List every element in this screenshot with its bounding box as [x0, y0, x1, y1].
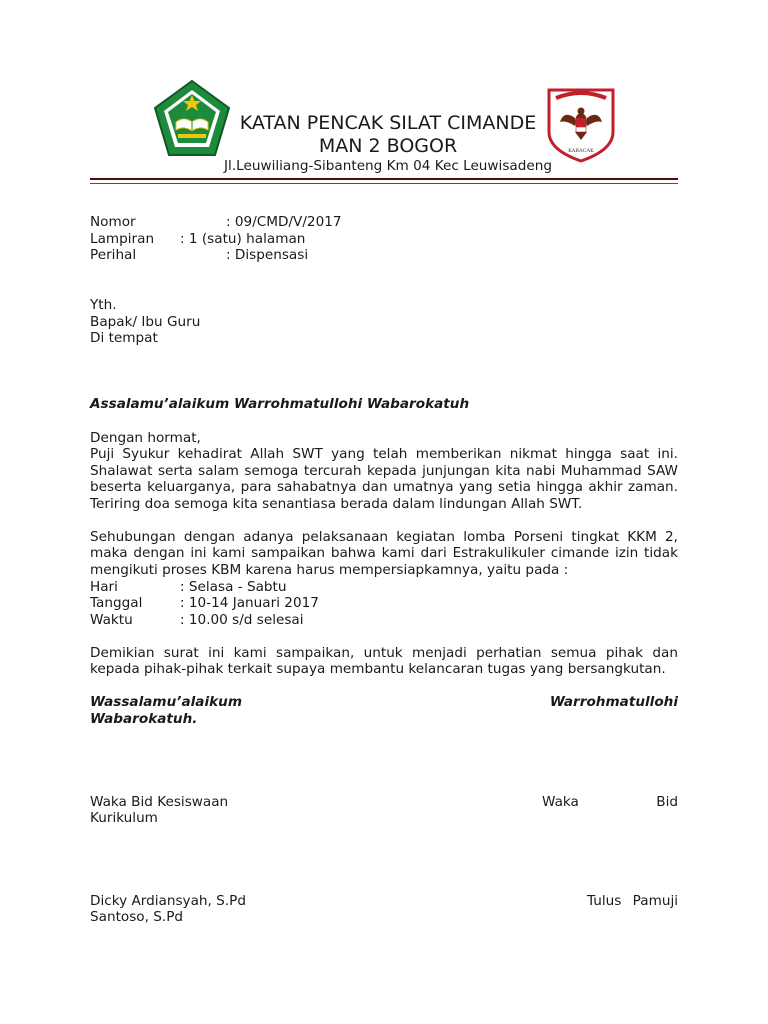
waktu-label: Waktu — [90, 612, 133, 628]
org-address: Jl.Leuwiliang-Sibanteng Km 04 Kec Leuwisadeng — [224, 158, 552, 174]
para2-line1: Sehubungan dengan adanya pelaksanaan kegiatan lomba Porseni tingkat KKM 2, — [90, 529, 678, 545]
org-name-line1: KATAN PENCAK SILAT CIMANDE — [239, 112, 537, 134]
org-name-line2: MAN 2 BOGOR — [318, 135, 458, 157]
waktu-value: : 10.00 s/d selesai — [180, 612, 304, 628]
pencak-silat-logo — [546, 84, 616, 164]
signer-left-title: Waka Bid Kesiswaan — [90, 794, 229, 810]
hari-label: Hari — [90, 579, 118, 595]
pencak-logo-caption: KARACAK — [568, 148, 594, 154]
lampiran-label: Lampiran — [90, 231, 155, 247]
para1-line4: Teriring doa semoga kita senantiasa berada dalam lindungan Allah SWT. — [90, 496, 583, 512]
tanggal-value: : 10-14 Januari 2017 — [180, 595, 319, 611]
perihal-value: : Dispensasi — [226, 247, 309, 263]
para1-line1: Puji Syukur kehadirat Allah SWT yang telah memberikan nikmat hingga saat ini. — [90, 446, 678, 462]
letterhead-rule-thin — [90, 183, 678, 184]
signer-left-name: Dicky Ardiansyah, S.Pd — [90, 893, 246, 909]
para1-line3: beserta keluarganya, para sahabatnya dan umatnya yang setia hingga akhir zaman. — [90, 479, 678, 495]
signer-right-name-wrap: Santoso, S.Pd — [90, 909, 184, 925]
opening-salutation: Dengan hormat, — [90, 430, 201, 446]
closing-line1-left: Wassalamu’alaikum — [90, 694, 242, 710]
para2-line3: mengikuti proses KBM karena harus mempersiapkamnya, yaitu pada : — [90, 562, 569, 578]
lampiran-value: : 1 (satu) halaman — [180, 231, 306, 247]
tanggal-label: Tanggal — [90, 595, 143, 611]
greeting: Assalamu’alaikum Warrohmatullohi Wabarokatuh — [90, 396, 470, 412]
letterhead-rule-thick — [90, 178, 678, 180]
signer-right-title-a: Waka — [542, 794, 579, 810]
nomor-value: : 09/CMD/V/2017 — [226, 214, 342, 230]
para1-line2: Shalawat serta salam semoga tercurah kepada junjungan kita nabi Muhammad SAW — [90, 463, 678, 479]
hari-value: : Selasa - Sabtu — [180, 579, 287, 595]
signer-right-name-a: Tulus — [587, 893, 622, 909]
para2-line2: maka dengan ini kami sampaikan bahwa kami dari Estrakulikuler cimande izin tidak — [90, 545, 678, 561]
para3-line2: kepada pihak-pihak terkait supaya membantu kelancaran tugas yang bersangkutan. — [90, 661, 666, 677]
recipient-name: Bapak/ Ibu Guru — [90, 314, 201, 330]
closing-line2: Wabarokatuh. — [90, 711, 198, 727]
recipient-place: Di tempat — [90, 330, 158, 346]
signer-right-title-wrap: Kurikulum — [90, 810, 158, 826]
recipient-yth: Yth. — [90, 297, 117, 313]
signer-right-name-b: Pamuji — [632, 893, 678, 909]
closing-line1-right: Warrohmatullohi — [549, 694, 678, 710]
nomor-label: Nomor — [90, 214, 136, 230]
signer-right-title-b: Bid — [656, 794, 678, 810]
para3-line1: Demikian surat ini kami sampaikan, untuk menjadi perhatian semua pihak dan — [90, 645, 678, 661]
perihal-label: Perihal — [90, 247, 137, 263]
